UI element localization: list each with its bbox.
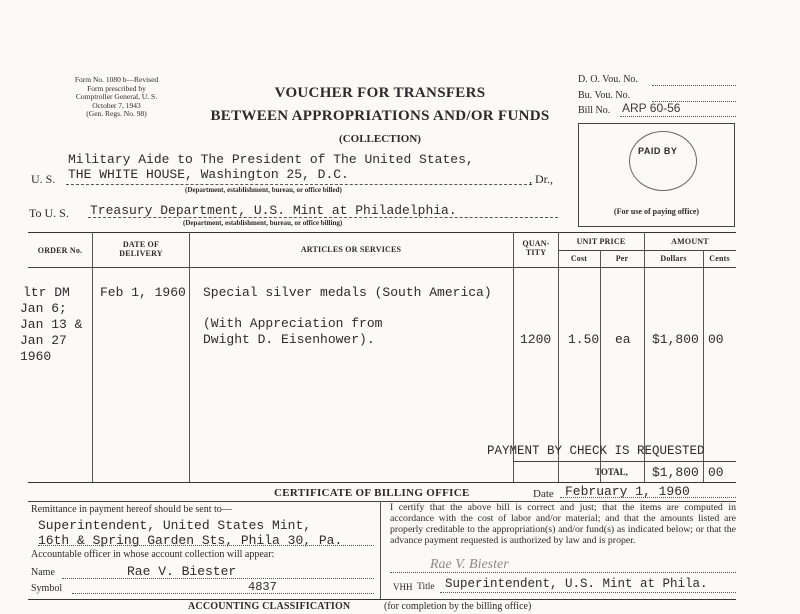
certificate-text: I certify that the above bill is correct and just; that the items are computed in accordance with the cost of labor and/or material; and that the amounts listed are properly creditable to the appropriation(s) and/or fund(s) as indicated below; or that the advance payment requested is authorized by law and is proper. bbox=[390, 502, 736, 546]
delivery-date-cell: Feb 1, 1960 bbox=[100, 285, 186, 300]
title-line-3: (COLLECTION) bbox=[339, 133, 421, 145]
total-cents: 00 bbox=[708, 465, 724, 480]
remittance-line-2: 16th & Spring Garden Sts, Phila 30, Pa. bbox=[38, 533, 343, 548]
total-label: TOTAL, bbox=[595, 467, 628, 477]
form-regs: (Gen. Regs. No. 98) bbox=[86, 109, 147, 118]
paid-box-caption: (For use of paying office) bbox=[613, 207, 700, 216]
dollars-cell: $1,800 bbox=[652, 332, 699, 347]
order-line: Jan 6; bbox=[20, 301, 67, 316]
symbol-value: 4837 bbox=[248, 580, 277, 594]
bu-vou-label: Bu. Vou. No. bbox=[578, 90, 631, 101]
billing-prefix: To U. S. bbox=[29, 206, 69, 220]
order-number-cell bbox=[20, 285, 82, 365]
accounting-sub: (for completion by the billing office) bbox=[384, 601, 532, 612]
header-per: Per bbox=[615, 254, 629, 263]
article-line-1: Special silver medals (South America) bbox=[203, 285, 492, 300]
bill-no-value: ARP 60-56 bbox=[622, 101, 681, 115]
header-articles: ARTICLES OR SERVICES bbox=[300, 245, 402, 254]
remittance-line-1: Superintendent, United States Mint, bbox=[38, 518, 312, 533]
officer-label: Accountable officer in whose account collection will appear: bbox=[31, 549, 275, 560]
billing-line: Treasury Department, U.S. Mint at Philadelphia. bbox=[90, 203, 457, 218]
title-value: Superintendent, U.S. Mint at Phila. bbox=[445, 577, 708, 591]
billed-line-2: THE WHITE HOUSE, Washington 25, D.C. bbox=[68, 167, 349, 182]
name-value: Rae V. Biester bbox=[127, 564, 237, 579]
header-amount: AMOUNT bbox=[671, 237, 709, 246]
title-label: Title bbox=[417, 582, 435, 592]
name-label: Name bbox=[31, 567, 55, 578]
accounting-heading: ACCOUNTING CLASSIFICATION bbox=[188, 601, 351, 612]
paid-box bbox=[578, 123, 735, 227]
billed-prefix: U. S. bbox=[31, 172, 56, 186]
total-dollars: $1,800 bbox=[652, 465, 699, 480]
initials: VHH bbox=[393, 582, 413, 592]
cents-cell: 00 bbox=[708, 332, 724, 347]
do-vou-label: D. O. Vou. No. bbox=[578, 74, 638, 85]
header-quantity: QUAN-TITY bbox=[522, 239, 550, 257]
title-line-2: BETWEEN APPROPRIATIONS AND/OR FUNDS bbox=[210, 108, 550, 124]
remittance-label: Remittance in payment hereof should be sent to— bbox=[31, 504, 232, 515]
quantity-cell: 1200 bbox=[520, 332, 552, 347]
certificate-heading: CERTIFICATE OF BILLING OFFICE bbox=[274, 487, 470, 499]
order-line: Jan 13 & bbox=[20, 317, 83, 332]
title-line-1: VOUCHER FOR TRANSFERS bbox=[274, 85, 486, 101]
header-unit-price: UNIT PRICE bbox=[576, 237, 626, 246]
header-order-no: ORDER No. bbox=[37, 246, 83, 255]
form-number: Form No. 1080 b—Revised bbox=[74, 75, 159, 84]
per-cell: ea bbox=[615, 332, 631, 347]
article-line-3: Dwight D. Eisenhower). bbox=[203, 332, 375, 347]
order-line: ltr DM bbox=[23, 285, 70, 300]
certificate-date-value: February 1, 1960 bbox=[565, 484, 690, 499]
form-date: October 7, 1943 bbox=[92, 100, 141, 110]
paid-stamp-text: PAID BY bbox=[638, 146, 678, 156]
header-date-delivery: DATE OF DELIVERY bbox=[119, 240, 163, 258]
signature: Rae V. Biester bbox=[430, 557, 509, 572]
order-line: Jan 27 bbox=[20, 333, 67, 348]
header-cents: Cents bbox=[709, 254, 730, 263]
form-comptroller: Comptroller General, U. S. bbox=[75, 92, 158, 101]
order-line: 1960 bbox=[20, 349, 52, 364]
header-dollars: Dollars bbox=[660, 254, 687, 263]
billing-caption: (Department, establishment, bureau, or office billing) bbox=[183, 219, 343, 227]
article-line-2: (With Appreciation from bbox=[203, 316, 383, 331]
form-prescribed: Form prescribed by bbox=[87, 83, 146, 93]
cost-cell: 1.50 bbox=[568, 332, 600, 347]
form-info bbox=[44, 76, 189, 119]
billed-suffix: , Dr., bbox=[529, 172, 553, 186]
payment-note: PAYMENT BY CHECK IS REQUESTED bbox=[487, 444, 705, 458]
bill-no-label: Bill No. bbox=[578, 105, 611, 116]
header-cost: Cost bbox=[570, 254, 588, 263]
symbol-label: Symbol bbox=[31, 583, 63, 594]
paid-stamp bbox=[629, 131, 697, 191]
billed-line-1: Military Aide to The President of The United States, bbox=[68, 152, 474, 167]
billed-caption: (Department, establishment, bureau, or office billed) bbox=[185, 186, 342, 194]
certificate-date-label: Date bbox=[533, 488, 554, 500]
